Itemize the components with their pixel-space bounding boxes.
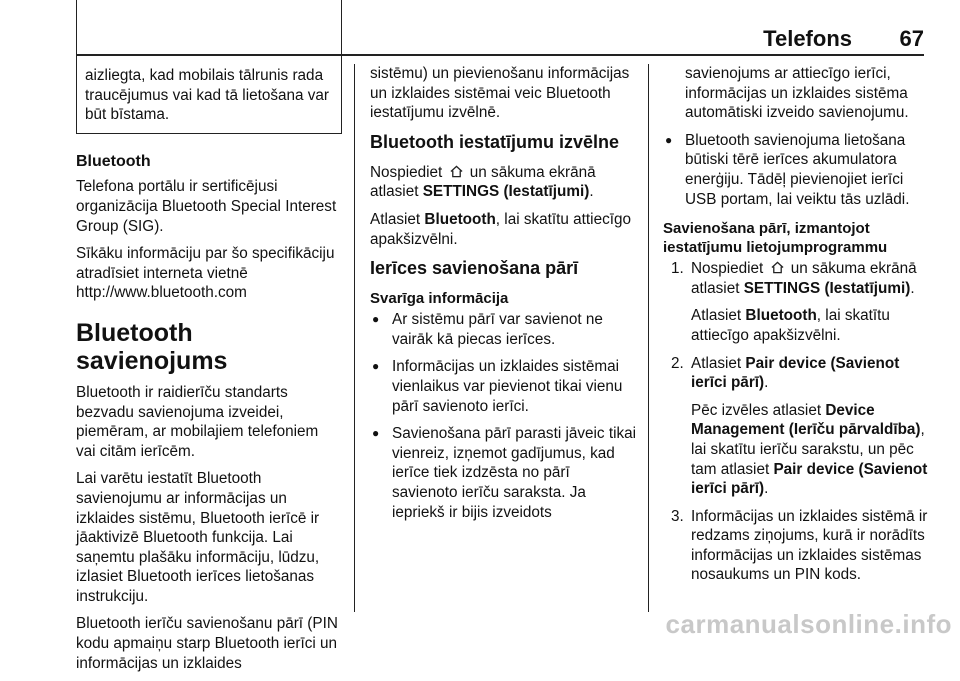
watermark: carmanualsonline.info xyxy=(665,609,952,639)
paragraph: Lai varētu iestatīt Bluetooth savienojumu ar informācijas un izklaides sistēmu, Bluetooth ierīcē ir jāaktivizē Bluetooth funkcija. Lai saņemtu plašāku informāciju, lūdzu, izlasiet Bluetooth ierīces lietošanas instrukciju. xyxy=(76,470,320,605)
list-item: 2. Atlasiet Pair device (Savienot ierīci pārī). Pēc izvēles atlasiet Device Management (Ierīču pārvaldība), lai skatītu ierīču sarakstu, un pēc tam atlasiet Pair device (Savienot ierīci pārī). xyxy=(671,354,928,498)
column-divider xyxy=(354,64,355,612)
list-item: 1. Nospiediet un sākuma ekrānā atlasiet SETTINGS (Iestatījumi). Atlasiet Bluetooth, lai skatītu attiecīgo apakšizvēlni. xyxy=(671,260,917,344)
home-icon xyxy=(771,261,784,274)
paragraph: Sīkāku informāciju par šo specifikāciju atradīsiet interneta vietnē http://www.bluetooth.com xyxy=(76,245,335,302)
bullet-list xyxy=(370,310,638,522)
column-divider xyxy=(648,64,649,612)
bullet-list xyxy=(663,131,931,209)
paragraph: Atlasiet Bluetooth, lai skatītu attiecīgo apakšizvēlni. xyxy=(370,210,631,248)
warning-text: aizliegta, kad mobilais tālrunis rada traucējumus vai kad tā lietošana var būt bīstama. xyxy=(85,67,330,124)
step-list xyxy=(663,259,931,585)
section-title: Bluetooth savienojums xyxy=(76,318,228,375)
column-3 xyxy=(663,64,931,593)
home-icon xyxy=(450,165,463,178)
paragraph: Telefona portālu ir sertificējusi organizācija Bluetooth Special Interest Group (SIG). xyxy=(76,178,337,235)
chapter-title: Telefons xyxy=(763,26,852,51)
list-item: 3. Informācijas un izklaides sistēmā ir redzams ziņojums, kurā ir norādīts informācijas un izklaides sistēmas nosaukums un PIN kods. xyxy=(671,507,928,584)
warning-box xyxy=(76,0,342,134)
paragraph: Bluetooth ierīču savienošanu pārī (PIN kodu apmaiņu starp Bluetooth ierīci un informācijas un izklaides xyxy=(76,615,338,672)
column-2 xyxy=(370,64,638,530)
app-heading: Savienošana pārī, izmantojot iestatījumu lietojumprogrammu xyxy=(663,220,888,257)
list-item: ● Ar sistēmu pārī var savienot ne vairāk kā piecas ierīces. xyxy=(370,310,638,349)
menu-heading: Bluetooth iestatījumu izvēlne xyxy=(370,131,620,152)
list-item: ● Bluetooth savienojuma lietošana būtiski tērē ierīces akumulatora enerģiju. Tādēļ pievienojiet ierīci USB portam, lai veiktu tās uzlādi. xyxy=(663,131,931,209)
list-item-continued: savienojums ar attiecīgo ierīci, informācijas un izklaides sistēma automātiski izveido savienojumu. xyxy=(685,65,909,122)
paragraph: Bluetooth ir raidierīču standarts bezvadu savienojuma izveidei, piemēram, ar mobilajiem telefoniem vai citām ierīcēm. xyxy=(76,383,319,460)
column-1 xyxy=(76,64,342,681)
list-item: ● Informācijas un izklaides sistēmai vienlaikus var pievienot tikai vienu pārī savienoto ierīci. xyxy=(370,357,638,416)
list-item: ● Savienošana pārī parasti jāveic tikai vienreiz, izņemot gadījumus, kad ierīce tiek izdzēsta no pārī savienoto ierīču saraksta. Ja iepriekš ir bijis izveidots xyxy=(370,424,638,522)
pair-heading: Ierīces savienošana pārī xyxy=(370,258,579,279)
bluetooth-heading: Bluetooth xyxy=(76,152,151,170)
important-heading: Svarīga informācija xyxy=(370,290,509,308)
paragraph: sistēmu) un pievienošanu informācijas un izklaides sistēmai veic Bluetooth iestatījumu izvēlnē. xyxy=(370,65,630,122)
paragraph: Nospiediet un sākuma ekrānā atlasiet SETTINGS (Iestatījumi). xyxy=(370,163,596,201)
page-number: 67 xyxy=(899,26,924,51)
